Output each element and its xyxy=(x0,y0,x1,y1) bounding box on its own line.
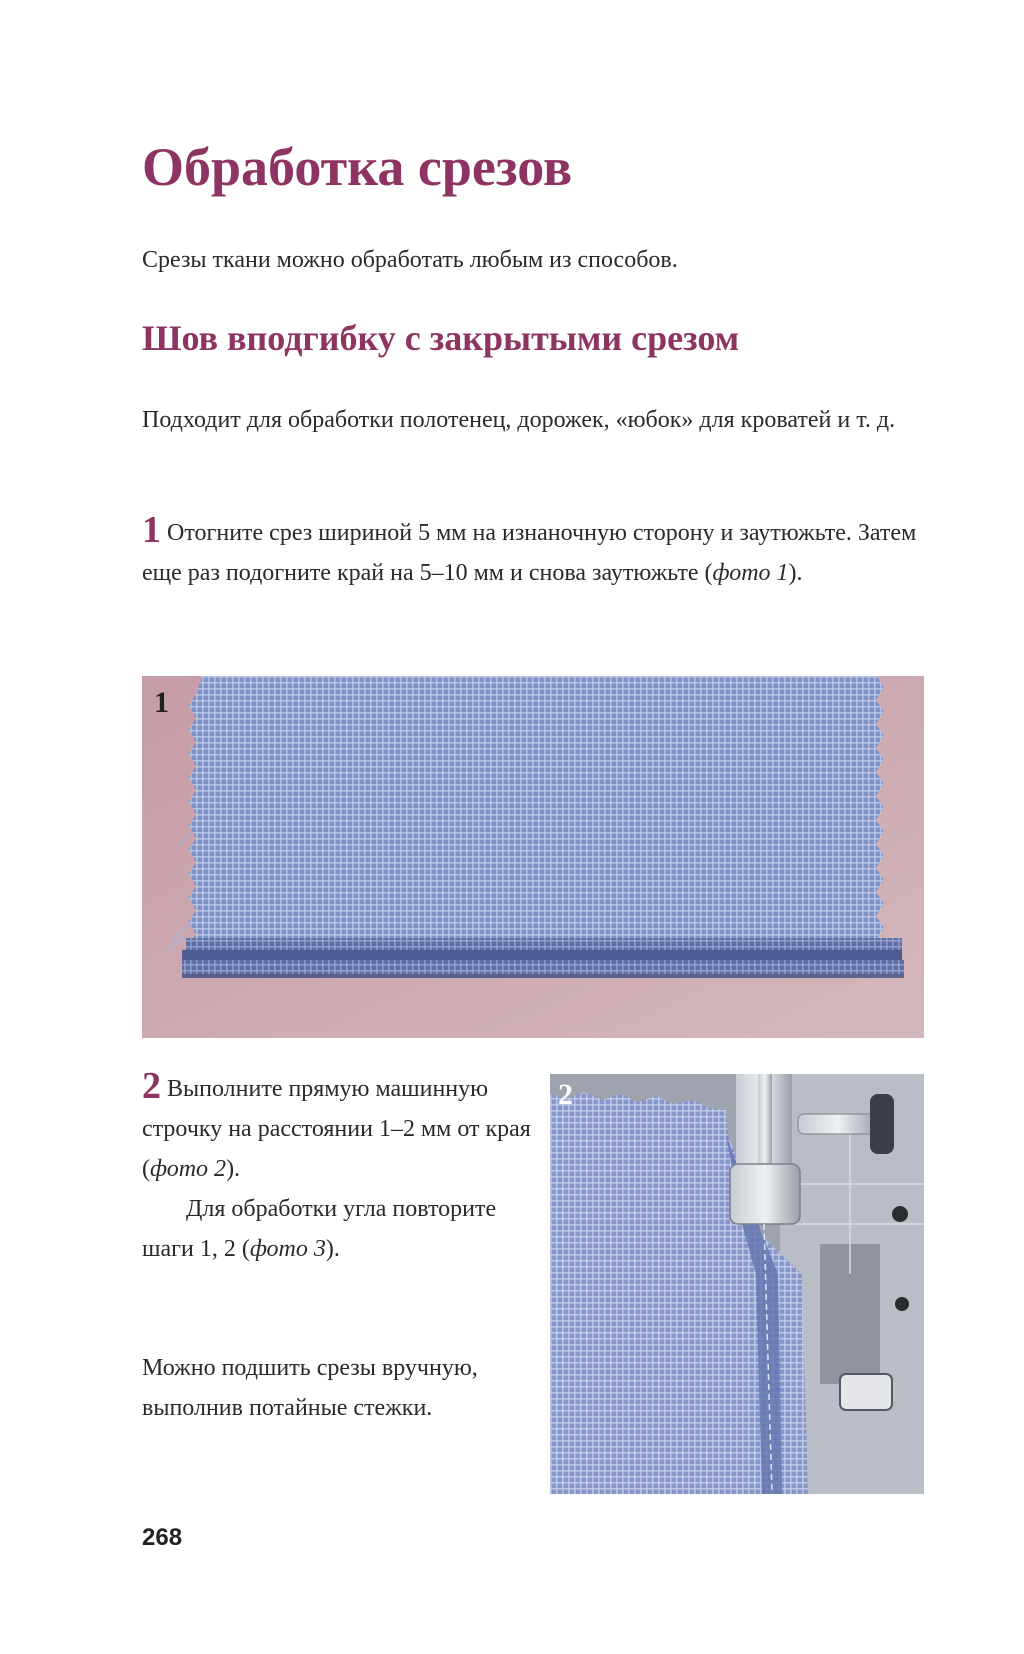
step-2-corner-paragraph xyxy=(142,1189,542,1269)
step-1-number: 1 xyxy=(142,509,161,551)
step-2-paragraph xyxy=(142,1066,542,1269)
step-1-end: ). xyxy=(788,560,803,586)
step-1-paragraph xyxy=(142,510,932,593)
step-2-photo-ref: фото 2 xyxy=(150,1156,227,1182)
intro-text: Срезы ткани можно обработать любым из способов. xyxy=(142,247,678,273)
section-subtitle: Шов вподгибку с закрытыми срезом xyxy=(142,318,740,358)
step-2-end: ). xyxy=(226,1156,241,1182)
page-title: Обработка срезов xyxy=(142,137,573,197)
step-2-text: Выполните прямую машинную строчку на расстоянии 1–2 мм от края ( xyxy=(142,1076,531,1182)
photo-2-sewing-machine xyxy=(550,1074,924,1494)
step-2-corner-photo-ref: фото 3 xyxy=(249,1236,326,1262)
fabric-illustration-1 xyxy=(142,676,924,1038)
fabric-illustration-2 xyxy=(550,1074,924,1494)
suitable-text: Подходит для обработки полотенец, дорожек, «юбок» для кроватей и т. д. xyxy=(142,407,896,433)
page-number: 268 xyxy=(142,1524,183,1551)
photo-2-label: 2 xyxy=(558,1078,573,1111)
step-2-corner-end: ). xyxy=(325,1236,340,1262)
hand-stitch-note: Можно подшить срезы вручную, выполнив потайные стежки. xyxy=(142,1355,478,1421)
step-2-corner-text: Для обработки угла повторите шаги 1, 2 ( xyxy=(142,1196,497,1262)
step-2-number: 2 xyxy=(142,1065,161,1107)
step-1-photo-ref: фото 1 xyxy=(712,560,789,586)
photo-1-folded-fabric xyxy=(142,676,924,1038)
step-1-text: Отогните срез шириной 5 мм на изнаночную сторону и заутюжьте. Затем еще раз подогните край на 5–10 мм и снова заутюжьте ( xyxy=(142,520,917,586)
photo-1-label: 1 xyxy=(154,686,169,719)
